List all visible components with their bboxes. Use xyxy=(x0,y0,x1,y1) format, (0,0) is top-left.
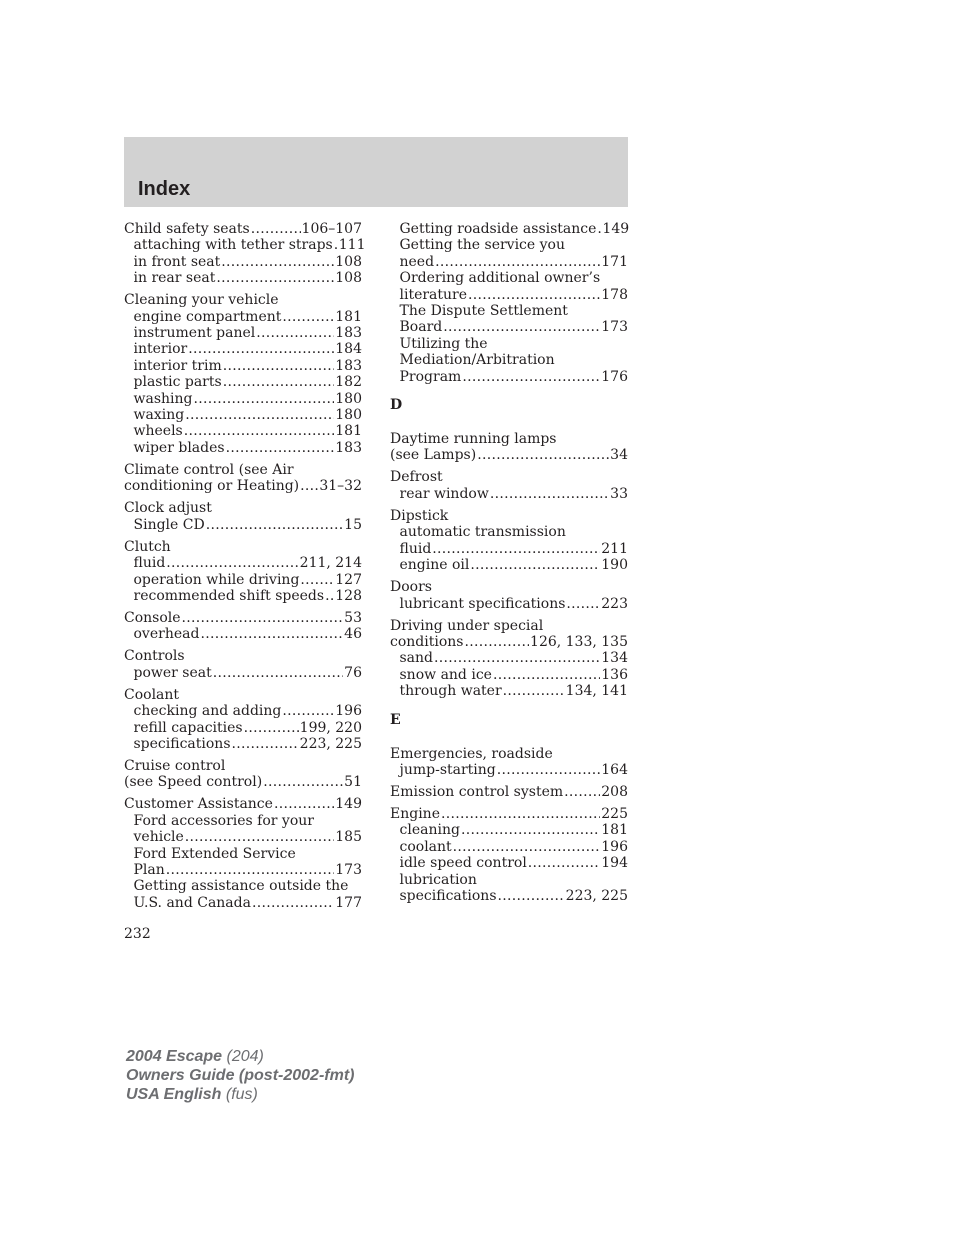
entry-page-ref: 183 xyxy=(335,439,362,456)
index-subentry xyxy=(390,762,628,778)
index-subentry xyxy=(390,596,628,612)
entry-page-ref: 108 xyxy=(335,253,362,270)
index-entry xyxy=(390,221,628,385)
entry-page-ref: 183 xyxy=(335,325,362,342)
index-subentry xyxy=(390,839,628,855)
dot-leader xyxy=(597,221,601,237)
dot-leader xyxy=(498,888,565,904)
index-subentry xyxy=(124,862,362,878)
entry-text: Console xyxy=(124,609,181,626)
entry-text: U.S. and Canada xyxy=(133,894,251,911)
entry-page-ref: 149 xyxy=(335,796,362,813)
entry-text: Doors xyxy=(390,579,432,596)
index-subentry xyxy=(390,650,628,666)
dot-leader xyxy=(166,862,335,878)
index-entry xyxy=(124,687,362,753)
dot-leader xyxy=(443,319,600,335)
index-subentry xyxy=(124,341,362,357)
entry-text: attaching with tether straps xyxy=(133,237,333,254)
dot-leader xyxy=(182,610,344,626)
index-subentry xyxy=(390,888,628,904)
entry-page-ref: 46 xyxy=(344,626,362,643)
index-heading xyxy=(124,500,362,516)
entry-page-ref: 194 xyxy=(601,855,628,872)
dot-leader xyxy=(223,374,335,390)
entry-page-ref: 126, 133, 135 xyxy=(530,633,628,650)
index-subentry xyxy=(124,325,362,341)
dot-leader xyxy=(528,855,600,871)
entry-text: plastic parts xyxy=(133,374,222,391)
index-entry xyxy=(390,579,628,612)
entry-text: Daytime running lamps xyxy=(390,431,557,448)
dot-leader xyxy=(213,665,343,681)
entry-text: in front seat xyxy=(133,253,221,270)
dot-leader xyxy=(188,341,334,357)
index-subentry xyxy=(390,683,628,699)
entry-page-ref: 181 xyxy=(601,822,628,839)
entry-page-ref: 76 xyxy=(344,664,362,681)
dot-leader xyxy=(244,720,299,736)
footer-model: 2004 Escape xyxy=(126,1048,223,1065)
index-entry xyxy=(390,806,628,904)
entry-page-ref: 223, 225 xyxy=(299,735,362,752)
dot-leader xyxy=(185,829,334,845)
entry-page-ref: 181 xyxy=(335,423,362,440)
index-subentry xyxy=(390,287,628,303)
entry-page-ref: 208 xyxy=(601,783,628,800)
index-entry xyxy=(124,648,362,681)
dot-leader xyxy=(435,254,600,270)
index-entry xyxy=(390,746,628,779)
dot-leader xyxy=(226,440,335,456)
entry-page-ref: 33 xyxy=(610,485,628,502)
dot-leader xyxy=(325,588,334,604)
index-heading xyxy=(124,796,362,812)
index-subentry xyxy=(124,829,362,845)
index-entry xyxy=(390,431,628,464)
entry-page-ref: 183 xyxy=(335,357,362,374)
index-subentry xyxy=(390,872,628,888)
index-subentry xyxy=(390,855,628,871)
index-subentry xyxy=(124,813,362,829)
dot-leader xyxy=(184,423,335,439)
index-subentry xyxy=(124,555,362,571)
dot-leader xyxy=(564,784,600,800)
index-subentry xyxy=(124,358,362,374)
entry-page-ref: 134 xyxy=(601,650,628,667)
entry-text: Getting the service you xyxy=(399,237,565,254)
index-entry xyxy=(124,462,362,495)
index-column-right xyxy=(390,221,628,910)
index-heading xyxy=(124,221,362,237)
dot-leader xyxy=(300,572,334,588)
index-subentry xyxy=(390,667,628,683)
page-number: 232 xyxy=(124,926,151,942)
index-heading xyxy=(124,539,362,555)
entry-text: jump-starting xyxy=(399,761,496,778)
dot-leader xyxy=(263,774,343,790)
entry-page-ref: 164 xyxy=(601,761,628,778)
entry-page-ref: 53 xyxy=(344,609,362,626)
entry-page-ref: 184 xyxy=(335,341,362,358)
entry-text: (see Lamps) xyxy=(390,447,477,464)
index-subentry xyxy=(390,303,628,319)
entry-text: Driving under special xyxy=(390,617,544,634)
entry-page-ref: 128 xyxy=(335,587,362,604)
dot-leader xyxy=(206,517,343,533)
index-subentry xyxy=(390,336,628,352)
entry-page-ref: 173 xyxy=(601,319,628,336)
index-subentry xyxy=(124,237,366,254)
index-subentry xyxy=(124,391,362,407)
entry-text: in rear seat xyxy=(133,270,216,287)
entry-text: specifications xyxy=(399,887,497,904)
index-subentry xyxy=(124,665,362,681)
dot-leader xyxy=(194,391,335,407)
entry-text: sand xyxy=(399,650,434,667)
entry-page-ref: 149 xyxy=(602,221,630,237)
index-subentry xyxy=(124,703,362,719)
dot-leader xyxy=(334,237,338,253)
entry-text: engine compartment xyxy=(133,308,282,325)
header-bar xyxy=(124,137,628,207)
dot-leader xyxy=(432,541,600,557)
index-subentry xyxy=(124,846,362,862)
dot-leader xyxy=(461,822,600,838)
entry-page-ref: 199, 220 xyxy=(299,719,362,736)
index-entry xyxy=(390,784,628,800)
footer-language: USA English xyxy=(126,1086,222,1103)
index-heading xyxy=(124,478,362,494)
dot-leader xyxy=(282,309,334,325)
index-entry xyxy=(124,796,362,911)
entry-page-ref: 177 xyxy=(335,894,362,911)
entry-text: engine oil xyxy=(399,557,470,574)
entry-page-ref: 111 xyxy=(338,237,366,254)
index-subentry xyxy=(124,878,362,894)
entry-text: lubrication xyxy=(399,871,477,888)
entry-text: power seat xyxy=(133,664,212,681)
entry-page-ref: 127 xyxy=(335,571,362,588)
dot-leader xyxy=(252,895,334,911)
index-subentry xyxy=(124,588,362,604)
index-heading xyxy=(124,774,362,790)
entry-text: Ordering additional owner’s xyxy=(399,270,601,287)
entry-text: Getting assistance outside the xyxy=(133,878,349,895)
index-subentry xyxy=(390,254,628,270)
entry-text: Utilizing the xyxy=(399,335,488,352)
entry-page-ref: 223, 225 xyxy=(565,887,628,904)
index-heading xyxy=(124,648,362,664)
entry-text: cleaning xyxy=(399,822,460,839)
entry-page-ref: 176 xyxy=(601,368,628,385)
dot-leader xyxy=(468,287,600,303)
dot-leader xyxy=(223,358,335,374)
index-heading xyxy=(124,292,362,308)
index-subentry xyxy=(390,486,628,502)
entry-text: Plan xyxy=(133,861,165,878)
entry-page-ref: 173 xyxy=(335,861,362,878)
dot-leader xyxy=(493,667,600,683)
index-heading xyxy=(390,618,628,634)
index-entry xyxy=(124,610,362,643)
entry-page-ref: 211 xyxy=(601,540,628,557)
entry-text: Cruise control xyxy=(124,757,226,774)
index-subentry xyxy=(390,822,628,838)
footer-model-code: (204) xyxy=(222,1048,264,1065)
dot-leader xyxy=(300,478,318,494)
entry-text: Climate control (see Air xyxy=(124,461,294,478)
entry-text: Mediation/Arbitration xyxy=(399,352,555,369)
section-letter: D xyxy=(390,397,403,414)
entry-text: fluid xyxy=(133,555,166,572)
dot-leader xyxy=(200,626,343,642)
entry-text: Controls xyxy=(124,648,185,665)
dot-leader xyxy=(566,596,600,612)
entry-page-ref: 180 xyxy=(335,390,362,407)
entry-text: Emergencies, roadside xyxy=(390,745,553,762)
dot-leader xyxy=(256,325,334,341)
entry-page-ref: 190 xyxy=(601,557,628,574)
index-subentry xyxy=(390,524,628,540)
entry-text: Defrost xyxy=(390,469,443,486)
entry-text: Clock adjust xyxy=(124,500,212,517)
footer-guide: Owners Guide (post-2002-fmt) xyxy=(126,1067,355,1084)
dot-leader xyxy=(166,555,298,571)
index-entry xyxy=(390,618,628,700)
entry-text: waxing xyxy=(133,407,185,424)
entry-text: conditioning or Heating) xyxy=(124,478,300,495)
index-subentry xyxy=(124,407,362,423)
entry-page-ref: 223 xyxy=(601,595,628,612)
index-heading xyxy=(390,579,628,595)
entry-page-ref: 178 xyxy=(601,286,628,303)
index-heading xyxy=(124,687,362,703)
entry-text: through water xyxy=(399,683,502,700)
entry-text: Child safety seats xyxy=(124,221,250,237)
entry-text: fluid xyxy=(399,540,432,557)
index-entry xyxy=(390,469,628,502)
entry-text: automatic transmission xyxy=(399,524,566,541)
entry-text: rear window xyxy=(399,485,489,502)
index-entry xyxy=(124,539,362,605)
entry-text: vehicle xyxy=(133,829,184,846)
index-heading xyxy=(124,758,362,774)
entry-text: Ford accessories for your xyxy=(133,812,314,829)
entry-text: recommended shift speeds xyxy=(133,587,325,604)
index-heading xyxy=(390,746,628,762)
dot-leader xyxy=(232,736,299,752)
index-heading xyxy=(390,806,628,822)
entry-text: Board xyxy=(399,319,443,336)
index-subentry xyxy=(390,237,628,253)
index-entry xyxy=(124,758,362,791)
entry-text: Customer Assistance xyxy=(124,796,273,813)
entry-text: Cleaning your vehicle xyxy=(124,292,279,309)
page-title: Index xyxy=(138,178,191,200)
entry-text: Coolant xyxy=(124,686,180,703)
entry-text: Emission control system xyxy=(390,783,564,800)
dot-leader xyxy=(282,703,334,719)
index-entry xyxy=(124,500,362,533)
dot-leader xyxy=(453,839,601,855)
dot-leader xyxy=(497,762,601,778)
entry-text: checking and adding xyxy=(133,703,282,720)
index-subentry xyxy=(124,309,362,325)
entry-text: wheels xyxy=(133,423,183,440)
dot-leader xyxy=(216,270,334,286)
index-subentry xyxy=(124,895,362,911)
index-subentry xyxy=(124,572,362,588)
index-entry xyxy=(390,508,628,574)
index-subentry xyxy=(390,352,628,368)
index-subentry xyxy=(124,720,362,736)
dot-leader xyxy=(503,683,565,699)
dot-leader xyxy=(441,806,600,822)
entry-text: operation while driving xyxy=(133,571,300,588)
index-entry xyxy=(124,221,366,287)
entry-text: overhead xyxy=(133,626,200,643)
index-subentry xyxy=(124,736,362,752)
entry-page-ref: 181 xyxy=(335,308,362,325)
entry-text: idle speed control xyxy=(399,855,527,872)
entry-text: interior xyxy=(133,341,188,358)
index-subentry xyxy=(390,319,628,335)
index-subentry xyxy=(390,369,628,385)
index-subentry xyxy=(124,270,362,286)
dot-leader xyxy=(477,447,609,463)
index-subentry xyxy=(124,423,362,439)
entry-text: Dipstick xyxy=(390,507,449,524)
section-letter: E xyxy=(390,711,401,728)
index-subentry xyxy=(390,557,628,573)
dot-leader xyxy=(221,254,334,270)
index-subentry xyxy=(390,221,628,237)
index-subentry xyxy=(124,254,362,270)
entry-text: wiper blades xyxy=(133,439,225,456)
entry-page-ref: 108 xyxy=(335,270,362,287)
entry-text: Clutch xyxy=(124,538,171,555)
dot-leader xyxy=(274,796,334,812)
entry-page-ref: 134, 141 xyxy=(565,683,628,700)
index-heading xyxy=(390,469,628,485)
entry-text: Single CD xyxy=(133,516,205,533)
entry-page-ref: 211, 214 xyxy=(299,555,362,572)
index-subentry xyxy=(390,541,628,557)
dot-leader xyxy=(251,221,301,237)
document-footer xyxy=(126,1047,354,1104)
entry-text: interior trim xyxy=(133,357,222,374)
entry-page-ref: 31–32 xyxy=(319,478,362,495)
entry-page-ref: 15 xyxy=(344,516,362,533)
index-heading xyxy=(124,462,362,478)
index-heading xyxy=(390,784,628,800)
index-subentry xyxy=(124,517,362,533)
entry-text: lubricant specifications xyxy=(399,595,566,612)
index-subentry xyxy=(390,270,628,286)
footer-language-code: (fus) xyxy=(221,1086,258,1103)
index-subentry xyxy=(124,374,362,390)
entry-text: (see Speed control) xyxy=(124,774,263,791)
entry-page-ref: 196 xyxy=(601,838,628,855)
entry-text: coolant xyxy=(399,838,452,855)
entry-page-ref: 185 xyxy=(335,829,362,846)
entry-text: snow and ice xyxy=(399,666,492,683)
entry-page-ref: 136 xyxy=(601,666,628,683)
index-subentry xyxy=(124,440,362,456)
entry-text: instrument panel xyxy=(133,325,256,342)
entry-page-ref: 51 xyxy=(344,774,362,791)
index-column-left xyxy=(124,221,366,917)
dot-leader xyxy=(434,650,600,666)
dot-leader xyxy=(464,634,529,650)
index-entry xyxy=(124,292,362,456)
entry-text: need xyxy=(399,253,435,270)
entry-page-ref: 106–107 xyxy=(301,221,362,237)
entry-page-ref: 182 xyxy=(335,374,362,391)
entry-text: Ford Extended Service xyxy=(133,845,296,862)
dot-leader xyxy=(462,369,600,385)
entry-page-ref: 225 xyxy=(601,805,628,822)
entry-text: conditions xyxy=(390,633,464,650)
dot-leader xyxy=(185,407,334,423)
entry-page-ref: 171 xyxy=(601,253,628,270)
entry-text: The Dispute Settlement xyxy=(399,303,568,320)
dot-leader xyxy=(490,486,609,502)
entry-text: literature xyxy=(399,286,468,303)
entry-page-ref: 196 xyxy=(335,703,362,720)
entry-text: Getting roadside assistance xyxy=(399,221,597,237)
index-heading xyxy=(390,447,628,463)
entry-text: specifications xyxy=(133,735,231,752)
entry-text: Engine xyxy=(390,805,440,822)
entry-text: washing xyxy=(133,390,193,407)
index-subentry xyxy=(124,626,362,642)
entry-page-ref: 180 xyxy=(335,407,362,424)
index-heading xyxy=(124,610,362,626)
entry-text: Program xyxy=(399,368,462,385)
dot-leader xyxy=(470,557,600,573)
entry-page-ref: 34 xyxy=(610,447,628,464)
index-heading xyxy=(390,634,628,650)
index-heading xyxy=(390,431,628,447)
index-heading xyxy=(390,508,628,524)
entry-text: refill capacities xyxy=(133,719,243,736)
